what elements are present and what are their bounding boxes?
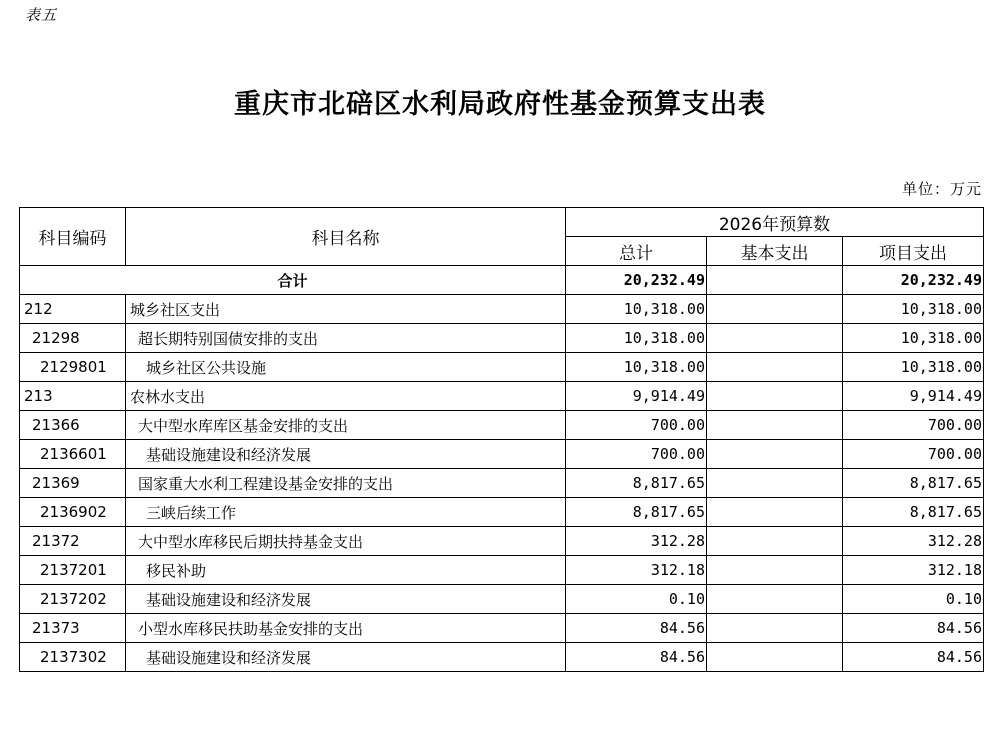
row-total: 312.18 xyxy=(566,556,707,585)
row-project: 10,318.00 xyxy=(843,353,984,382)
row-code: 213 xyxy=(20,382,126,411)
row-basic xyxy=(707,585,843,614)
row-total: 84.56 xyxy=(566,643,707,672)
row-total: 312.28 xyxy=(566,527,707,556)
unit-label: 单位：万元 xyxy=(901,180,982,198)
row-total: 8,817.65 xyxy=(566,498,707,527)
table-row xyxy=(20,469,984,498)
table-row xyxy=(20,614,984,643)
row-basic xyxy=(707,643,843,672)
row-code: 21373 xyxy=(20,614,126,643)
row-name: 基础设施建设和经济发展 xyxy=(126,585,566,614)
row-total: 700.00 xyxy=(566,440,707,469)
row-code: 212 xyxy=(20,295,126,324)
total-project: 20,232.49 xyxy=(843,266,984,295)
table-row xyxy=(20,585,984,614)
table-row xyxy=(20,382,984,411)
row-basic xyxy=(707,295,843,324)
row-code: 2136601 xyxy=(20,440,126,469)
total-total: 20,232.49 xyxy=(566,266,707,295)
row-basic xyxy=(707,614,843,643)
row-name: 移民补助 xyxy=(126,556,566,585)
row-basic xyxy=(707,353,843,382)
table-row xyxy=(20,556,984,585)
row-name: 大中型水库移民后期扶持基金支出 xyxy=(126,527,566,556)
row-basic xyxy=(707,324,843,353)
table-row xyxy=(20,324,984,353)
row-name: 基础设施建设和经济发展 xyxy=(126,440,566,469)
table-row xyxy=(20,527,984,556)
row-project: 10,318.00 xyxy=(843,295,984,324)
header-project: 项目支出 xyxy=(843,237,984,266)
row-code: 21372 xyxy=(20,527,126,556)
row-basic xyxy=(707,382,843,411)
budget-table xyxy=(19,207,984,672)
row-name: 农林水支出 xyxy=(126,382,566,411)
row-code: 2137202 xyxy=(20,585,126,614)
table-number-label: 表五 xyxy=(25,6,58,24)
header-budget-group: 2026年预算数 xyxy=(566,208,984,237)
row-basic xyxy=(707,498,843,527)
row-code: 2137302 xyxy=(20,643,126,672)
total-basic xyxy=(707,266,843,295)
row-project: 0.10 xyxy=(843,585,984,614)
header-basic: 基本支出 xyxy=(707,237,843,266)
row-total: 0.10 xyxy=(566,585,707,614)
row-basic xyxy=(707,556,843,585)
row-name: 三峡后续工作 xyxy=(126,498,566,527)
row-code: 2136902 xyxy=(20,498,126,527)
row-basic xyxy=(707,440,843,469)
row-project: 10,318.00 xyxy=(843,324,984,353)
row-total: 8,817.65 xyxy=(566,469,707,498)
row-project: 9,914.49 xyxy=(843,382,984,411)
row-project: 700.00 xyxy=(843,440,984,469)
row-name: 大中型水库库区基金安排的支出 xyxy=(126,411,566,440)
page-title: 重庆市北碚区水利局政府性基金预算支出表 xyxy=(234,89,766,120)
row-name: 城乡社区公共设施 xyxy=(126,353,566,382)
row-code: 2137201 xyxy=(20,556,126,585)
row-name: 小型水库移民扶助基金安排的支出 xyxy=(126,614,566,643)
header-name: 科目名称 xyxy=(126,208,566,266)
row-name: 基础设施建设和经济发展 xyxy=(126,643,566,672)
row-project: 312.18 xyxy=(843,556,984,585)
row-total: 10,318.00 xyxy=(566,324,707,353)
table-row xyxy=(20,440,984,469)
row-project: 312.28 xyxy=(843,527,984,556)
row-basic xyxy=(707,527,843,556)
header-row-1 xyxy=(20,208,984,237)
total-row xyxy=(20,266,984,295)
total-label: 合计 xyxy=(20,266,566,295)
row-code: 21298 xyxy=(20,324,126,353)
table-row xyxy=(20,411,984,440)
row-code: 21366 xyxy=(20,411,126,440)
row-total: 84.56 xyxy=(566,614,707,643)
row-total: 10,318.00 xyxy=(566,295,707,324)
row-name: 城乡社区支出 xyxy=(126,295,566,324)
table-row xyxy=(20,643,984,672)
row-code: 2129801 xyxy=(20,353,126,382)
row-total: 9,914.49 xyxy=(566,382,707,411)
row-basic xyxy=(707,469,843,498)
header-total: 总计 xyxy=(566,237,707,266)
row-total: 10,318.00 xyxy=(566,353,707,382)
header-code: 科目编码 xyxy=(20,208,126,266)
row-project: 84.56 xyxy=(843,614,984,643)
row-basic xyxy=(707,411,843,440)
table-row xyxy=(20,295,984,324)
table-row xyxy=(20,498,984,527)
row-project: 84.56 xyxy=(843,643,984,672)
row-code: 21369 xyxy=(20,469,126,498)
row-name: 国家重大水利工程建设基金安排的支出 xyxy=(126,469,566,498)
row-project: 8,817.65 xyxy=(843,498,984,527)
row-project: 8,817.65 xyxy=(843,469,984,498)
table-row xyxy=(20,353,984,382)
row-project: 700.00 xyxy=(843,411,984,440)
row-total: 700.00 xyxy=(566,411,707,440)
row-name: 超长期特别国债安排的支出 xyxy=(126,324,566,353)
